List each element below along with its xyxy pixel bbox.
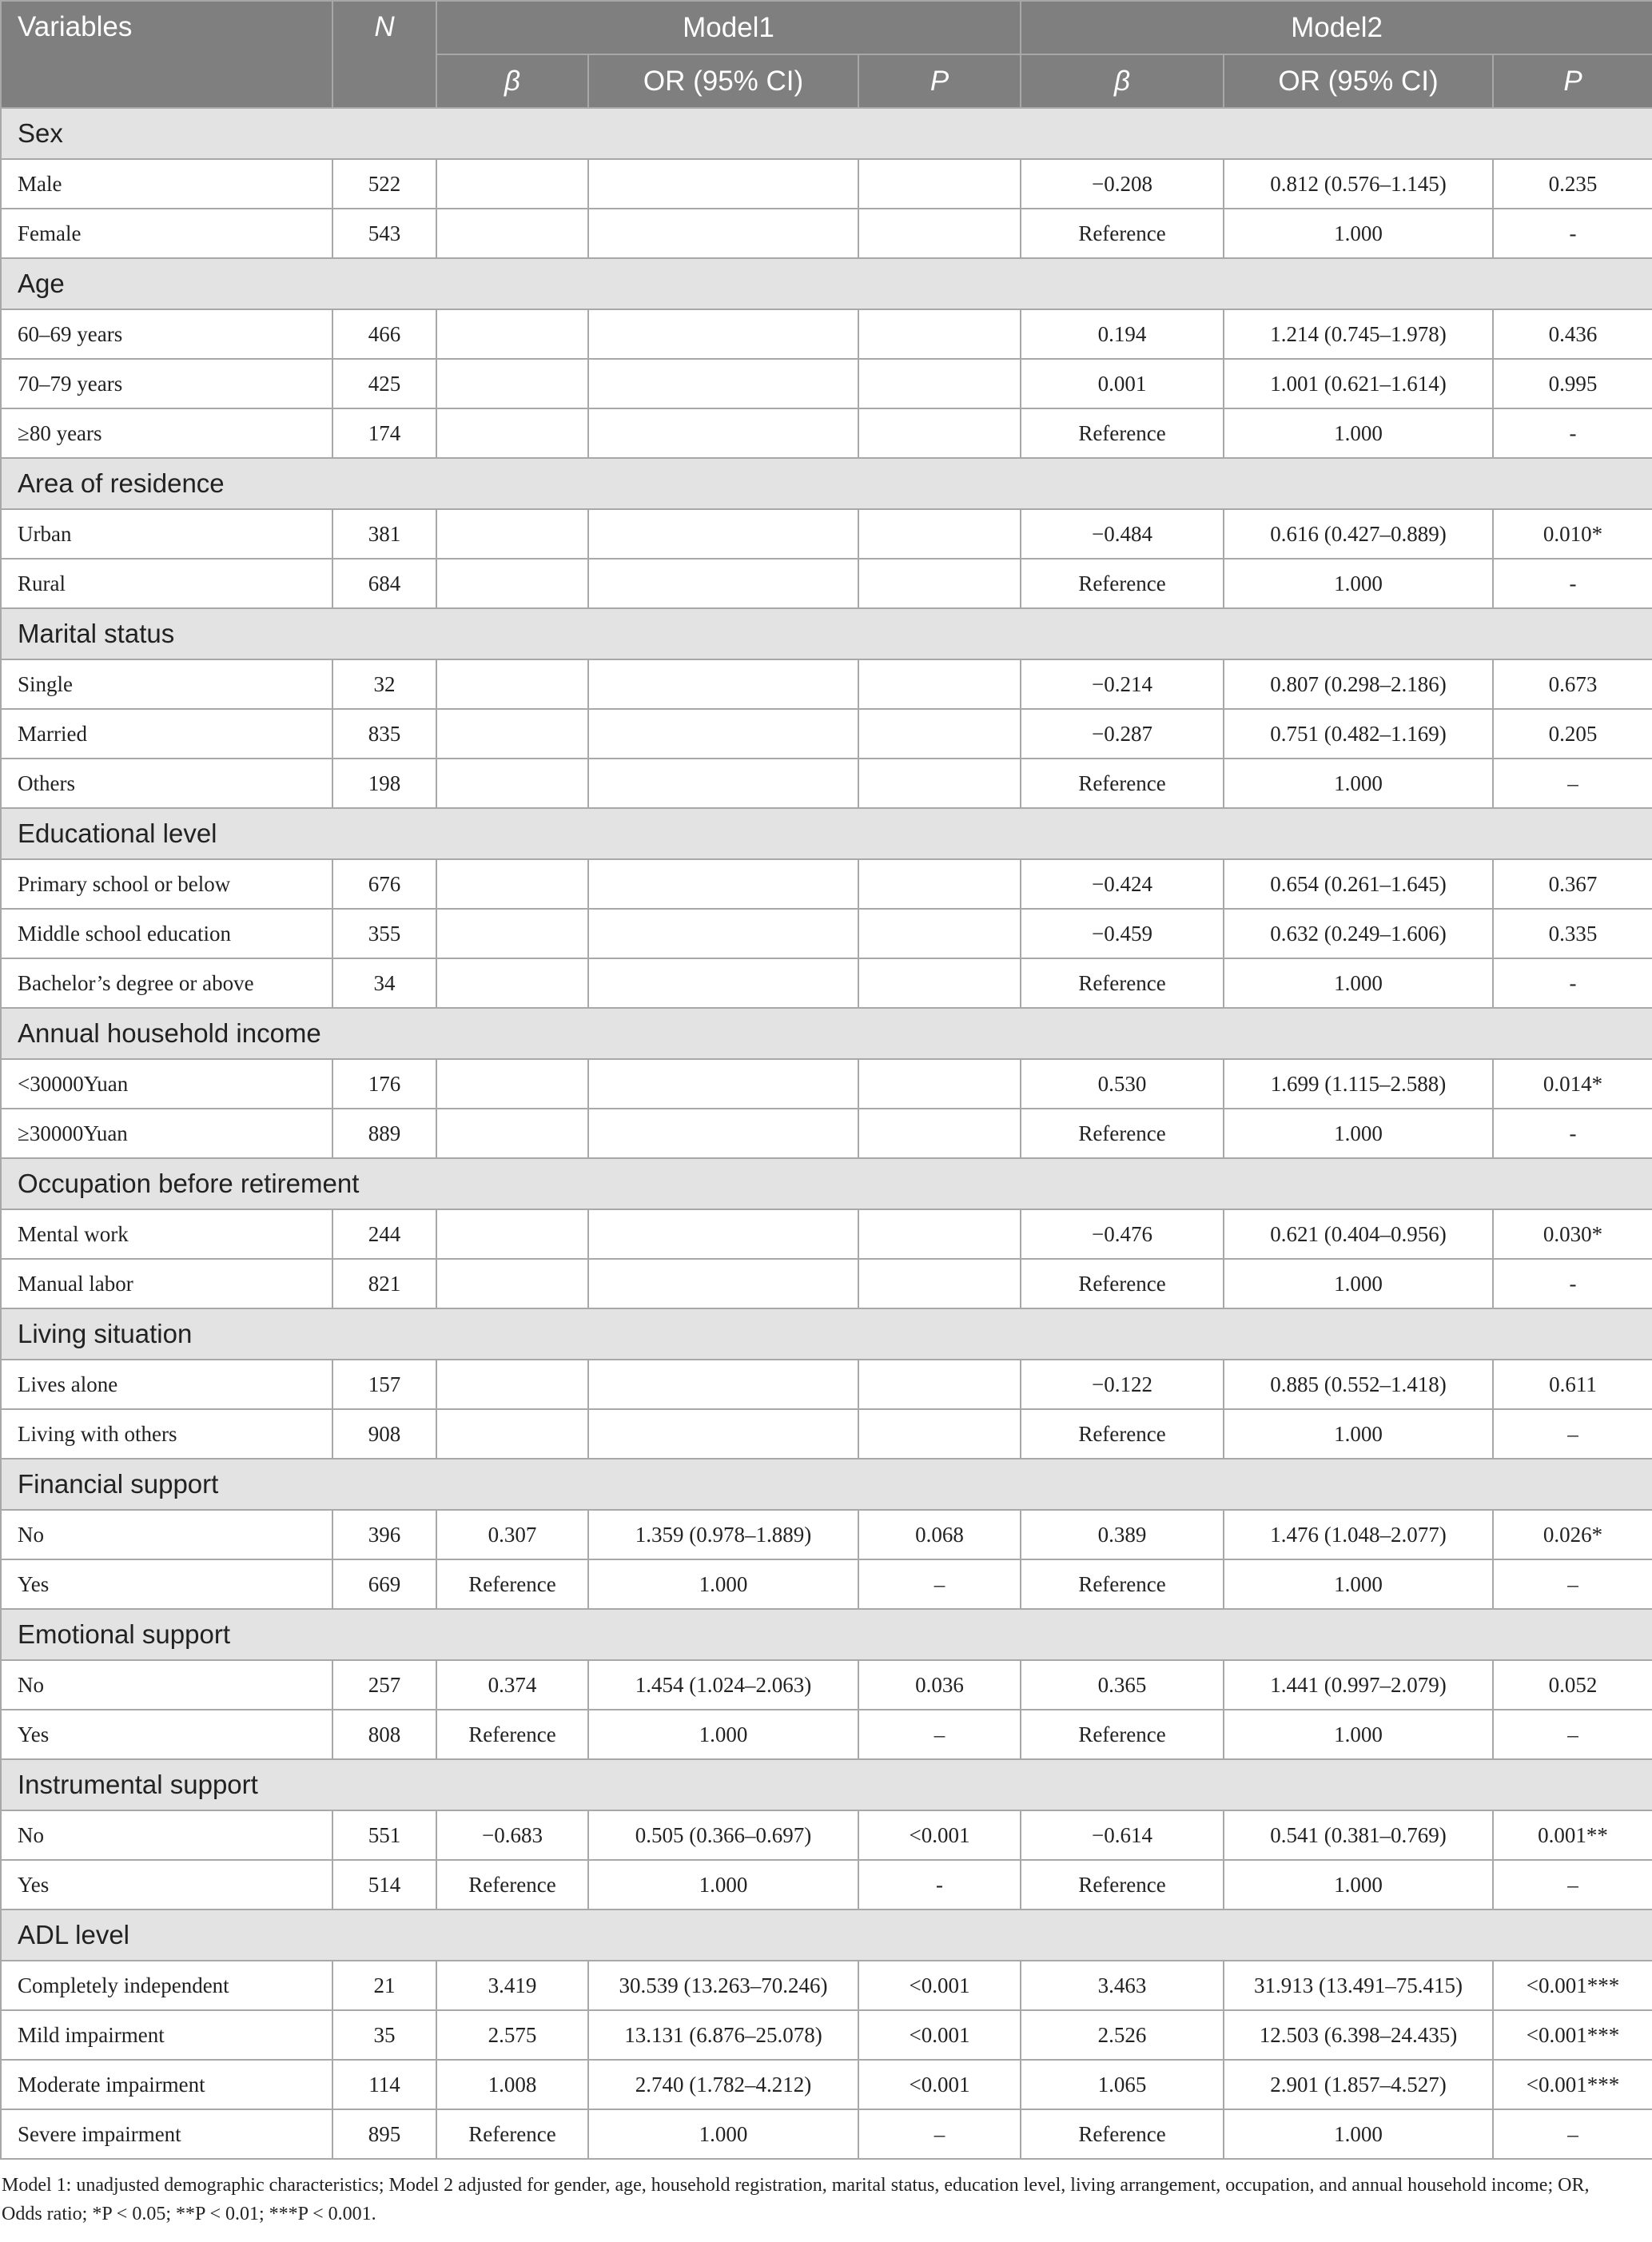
row-label: Single — [1, 659, 332, 709]
cell-m1-or — [588, 1209, 858, 1259]
table-row — [1, 1710, 1652, 1759]
section-header-row — [1, 458, 1652, 509]
header-n: N — [332, 1, 436, 108]
cell-n: 808 — [332, 1710, 436, 1759]
cell-m1-p — [858, 408, 1021, 458]
table-row — [1, 709, 1652, 759]
cell-m1-beta: 0.374 — [436, 1660, 588, 1710]
cell-m1-or — [588, 909, 858, 958]
cell-m1-beta: Reference — [436, 1710, 588, 1759]
cell-n: 895 — [332, 2109, 436, 2159]
row-label: 70–79 years — [1, 359, 332, 408]
cell-m2-beta: −0.208 — [1021, 159, 1224, 209]
cell-m2-or: 1.214 (0.745–1.978) — [1224, 309, 1493, 359]
cell-n: 176 — [332, 1059, 436, 1109]
cell-m1-or — [588, 509, 858, 559]
cell-m1-or — [588, 1259, 858, 1308]
table-row — [1, 1059, 1652, 1109]
table-row — [1, 958, 1652, 1008]
section-title: Living situation — [1, 1308, 1652, 1360]
cell-m2-or: 1.000 — [1224, 958, 1493, 1008]
cell-m1-beta — [436, 659, 588, 709]
cell-m1-beta — [436, 1259, 588, 1308]
section-header-row — [1, 1609, 1652, 1660]
row-label: Completely independent — [1, 1961, 332, 2010]
cell-m1-beta: 0.307 — [436, 1510, 588, 1559]
row-label: Others — [1, 759, 332, 808]
section-title: Marital status — [1, 608, 1652, 659]
cell-n: 114 — [332, 2060, 436, 2109]
table-row — [1, 2060, 1652, 2109]
table-row — [1, 359, 1652, 408]
row-label: ≥80 years — [1, 408, 332, 458]
row-label: Manual labor — [1, 1259, 332, 1308]
section-header-row — [1, 1459, 1652, 1510]
cell-m1-beta — [436, 309, 588, 359]
cell-m1-or: 1.359 (0.978–1.889) — [588, 1510, 858, 1559]
cell-m2-or: 0.632 (0.249–1.606) — [1224, 909, 1493, 958]
cell-n: 543 — [332, 209, 436, 258]
section-header-row — [1, 808, 1652, 859]
cell-m2-or: 2.901 (1.857–4.527) — [1224, 2060, 1493, 2109]
cell-m1-beta — [436, 359, 588, 408]
row-label: Bachelor’s degree or above — [1, 958, 332, 1008]
cell-m2-p: – — [1493, 759, 1652, 808]
cell-m1-beta — [436, 1059, 588, 1109]
table-row — [1, 1409, 1652, 1459]
cell-m2-or: 1.000 — [1224, 1109, 1493, 1158]
cell-m2-p: - — [1493, 559, 1652, 608]
cell-m1-p: – — [858, 2109, 1021, 2159]
cell-m1-or: 1.000 — [588, 1710, 858, 1759]
cell-m1-p — [858, 509, 1021, 559]
cell-m2-beta: Reference — [1021, 1259, 1224, 1308]
row-label: Rural — [1, 559, 332, 608]
section-header-row — [1, 258, 1652, 309]
cell-m1-beta: −0.683 — [436, 1810, 588, 1860]
cell-n: 889 — [332, 1109, 436, 1158]
section-title: Instrumental support — [1, 1759, 1652, 1810]
table-row — [1, 1360, 1652, 1409]
cell-m2-beta: Reference — [1021, 1860, 1224, 1909]
header-model1: Model1 — [436, 1, 1021, 54]
row-label: Primary school or below — [1, 859, 332, 909]
cell-m1-p: <0.001 — [858, 2010, 1021, 2060]
cell-m1-p: - — [858, 1860, 1021, 1909]
cell-m1-p — [858, 958, 1021, 1008]
cell-m2-or: 1.000 — [1224, 1259, 1493, 1308]
cell-m1-beta: 2.575 — [436, 2010, 588, 2060]
section-header-row — [1, 608, 1652, 659]
cell-m2-or: 1.000 — [1224, 759, 1493, 808]
cell-m2-beta: −0.476 — [1021, 1209, 1224, 1259]
cell-m1-p: 0.036 — [858, 1660, 1021, 1710]
cell-m2-p: 0.673 — [1493, 659, 1652, 709]
row-label: No — [1, 1810, 332, 1860]
table-row — [1, 1109, 1652, 1158]
cell-m1-p — [858, 1259, 1021, 1308]
cell-n: 551 — [332, 1810, 436, 1860]
cell-n: 174 — [332, 408, 436, 458]
cell-m2-p: 0.010* — [1493, 509, 1652, 559]
cell-n: 381 — [332, 509, 436, 559]
section-title: Financial support — [1, 1459, 1652, 1510]
cell-m2-or: 1.000 — [1224, 1559, 1493, 1609]
cell-m2-beta: 0.001 — [1021, 359, 1224, 408]
cell-n: 466 — [332, 309, 436, 359]
cell-m2-p: 0.335 — [1493, 909, 1652, 958]
cell-m2-beta: −0.214 — [1021, 659, 1224, 709]
cell-m2-beta: Reference — [1021, 2109, 1224, 2159]
section-title: Age — [1, 258, 1652, 309]
table-row — [1, 1259, 1652, 1308]
cell-m2-p: 0.995 — [1493, 359, 1652, 408]
row-label: ≥30000Yuan — [1, 1109, 332, 1158]
cell-m1-or: 0.505 (0.366–0.697) — [588, 1810, 858, 1860]
cell-m1-p: – — [858, 1710, 1021, 1759]
cell-m2-beta: Reference — [1021, 1109, 1224, 1158]
row-label: Middle school education — [1, 909, 332, 958]
cell-m2-or: 1.000 — [1224, 1710, 1493, 1759]
table-row — [1, 509, 1652, 559]
cell-m1-p: <0.001 — [858, 1961, 1021, 2010]
cell-m1-or — [588, 408, 858, 458]
cell-m2-or: 0.885 (0.552–1.418) — [1224, 1360, 1493, 1409]
cell-m1-p — [858, 1360, 1021, 1409]
header-model2: Model2 — [1021, 1, 1652, 54]
cell-m2-beta: Reference — [1021, 559, 1224, 608]
cell-m2-or: 0.616 (0.427–0.889) — [1224, 509, 1493, 559]
section-header-row — [1, 1308, 1652, 1360]
row-label: Severe impairment — [1, 2109, 332, 2159]
row-label: Living with others — [1, 1409, 332, 1459]
cell-m1-p — [858, 559, 1021, 608]
cell-m2-p: - — [1493, 958, 1652, 1008]
cell-n: 522 — [332, 159, 436, 209]
cell-m2-beta: 2.526 — [1021, 2010, 1224, 2060]
cell-m1-p — [858, 359, 1021, 408]
cell-m1-or — [588, 659, 858, 709]
cell-m1-beta: 1.008 — [436, 2060, 588, 2109]
cell-m2-p: 0.030* — [1493, 1209, 1652, 1259]
cell-m1-or — [588, 1360, 858, 1409]
row-label: Moderate impairment — [1, 2060, 332, 2109]
cell-m1-beta: Reference — [436, 1559, 588, 1609]
table-row — [1, 1810, 1652, 1860]
table-row — [1, 1660, 1652, 1710]
cell-m1-or: 1.000 — [588, 1559, 858, 1609]
cell-m1-or — [588, 1409, 858, 1459]
row-label: Yes — [1, 1559, 332, 1609]
cell-n: 669 — [332, 1559, 436, 1609]
row-label: 60–69 years — [1, 309, 332, 359]
cell-m1-p — [858, 1109, 1021, 1158]
cell-m1-p — [858, 309, 1021, 359]
row-label: <30000Yuan — [1, 1059, 332, 1109]
cell-m1-beta: 3.419 — [436, 1961, 588, 2010]
cell-n: 157 — [332, 1360, 436, 1409]
cell-m2-beta: −0.287 — [1021, 709, 1224, 759]
cell-m1-or — [588, 759, 858, 808]
cell-n: 21 — [332, 1961, 436, 2010]
cell-m1-beta — [436, 1360, 588, 1409]
cell-m1-or: 2.740 (1.782–4.212) — [588, 2060, 858, 2109]
cell-n: 835 — [332, 709, 436, 759]
cell-m2-or: 31.913 (13.491–75.415) — [1224, 1961, 1493, 2010]
cell-m1-p — [858, 1059, 1021, 1109]
cell-m2-p: <0.001*** — [1493, 1961, 1652, 2010]
cell-m2-beta: Reference — [1021, 1409, 1224, 1459]
cell-m1-beta — [436, 958, 588, 1008]
cell-m1-p: 0.068 — [858, 1510, 1021, 1559]
cell-m1-or — [588, 1109, 858, 1158]
cell-n: 514 — [332, 1860, 436, 1909]
cell-n: 32 — [332, 659, 436, 709]
cell-m1-beta — [436, 709, 588, 759]
row-label: Lives alone — [1, 1360, 332, 1409]
cell-m2-or: 0.751 (0.482–1.169) — [1224, 709, 1493, 759]
cell-m2-beta: Reference — [1021, 759, 1224, 808]
cell-m1-beta — [436, 1209, 588, 1259]
cell-n: 257 — [332, 1660, 436, 1710]
cell-n: 34 — [332, 958, 436, 1008]
section-title: Area of residence — [1, 458, 1652, 509]
cell-m1-or — [588, 859, 858, 909]
cell-m1-p — [858, 759, 1021, 808]
cell-m2-or: 1.000 — [1224, 1409, 1493, 1459]
row-label: No — [1, 1510, 332, 1559]
table-row — [1, 909, 1652, 958]
cell-m1-beta — [436, 408, 588, 458]
cell-m2-or: 0.541 (0.381–0.769) — [1224, 1810, 1493, 1860]
table-row — [1, 2109, 1652, 2159]
cell-n: 908 — [332, 1409, 436, 1459]
table-row — [1, 2010, 1652, 2060]
cell-n: 396 — [332, 1510, 436, 1559]
section-header-row — [1, 1008, 1652, 1059]
cell-m2-beta: 0.365 — [1021, 1660, 1224, 1710]
cell-m2-p: 0.367 — [1493, 859, 1652, 909]
cell-m2-beta: 0.530 — [1021, 1059, 1224, 1109]
cell-m1-or — [588, 1059, 858, 1109]
cell-m2-or: 1.476 (1.048–2.077) — [1224, 1510, 1493, 1559]
cell-m1-or — [588, 309, 858, 359]
cell-m1-beta — [436, 1409, 588, 1459]
table-row — [1, 1510, 1652, 1559]
table-row — [1, 859, 1652, 909]
cell-n: 676 — [332, 859, 436, 909]
header-m2-beta: β — [1021, 54, 1224, 108]
cell-m2-p: 0.611 — [1493, 1360, 1652, 1409]
table-header — [1, 1, 1652, 108]
cell-m1-p — [858, 1409, 1021, 1459]
cell-m2-p: 0.436 — [1493, 309, 1652, 359]
cell-n: 355 — [332, 909, 436, 958]
cell-m1-p: – — [858, 1559, 1021, 1609]
cell-m2-p: <0.001*** — [1493, 2060, 1652, 2109]
row-label: Yes — [1, 1860, 332, 1909]
cell-m2-p: - — [1493, 1109, 1652, 1158]
cell-m2-p: 0.014* — [1493, 1059, 1652, 1109]
cell-m2-p: - — [1493, 209, 1652, 258]
cell-m1-beta — [436, 509, 588, 559]
cell-n: 198 — [332, 759, 436, 808]
cell-m1-p: <0.001 — [858, 2060, 1021, 2109]
cell-m2-or: 1.699 (1.115–2.588) — [1224, 1059, 1493, 1109]
cell-m2-p: 0.001** — [1493, 1810, 1652, 1860]
cell-m1-or: 30.539 (13.263–70.246) — [588, 1961, 858, 2010]
cell-m2-beta: Reference — [1021, 958, 1224, 1008]
row-label: Mild impairment — [1, 2010, 332, 2060]
cell-m1-p: <0.001 — [858, 1810, 1021, 1860]
cell-m2-or: 12.503 (6.398–24.435) — [1224, 2010, 1493, 2060]
cell-m2-p: – — [1493, 2109, 1652, 2159]
cell-n: 684 — [332, 559, 436, 608]
cell-m2-beta: Reference — [1021, 1710, 1224, 1759]
table-row — [1, 209, 1652, 258]
cell-n: 35 — [332, 2010, 436, 2060]
row-label: No — [1, 1660, 332, 1710]
table-row — [1, 1559, 1652, 1609]
cell-m1-p — [858, 859, 1021, 909]
table-footnote: Model 1: unadjusted demographic characteristics; Model 2 adjusted for gender, age, household registration, marital status, education level, living arrangement, occupation, and annual household income; OR, Odds ratio; *P < 0.05; **P < 0.01; ***P < 0.001. — [2, 2175, 1590, 2224]
cell-m2-beta: −0.122 — [1021, 1360, 1224, 1409]
row-label: Urban — [1, 509, 332, 559]
section-title: Occupation before retirement — [1, 1158, 1652, 1209]
table-row — [1, 659, 1652, 709]
table-row — [1, 309, 1652, 359]
section-title: Sex — [1, 108, 1652, 159]
row-label: Married — [1, 709, 332, 759]
table-row — [1, 1961, 1652, 2010]
section-title: Emotional support — [1, 1609, 1652, 1660]
row-label: Female — [1, 209, 332, 258]
table-row — [1, 159, 1652, 209]
cell-m1-or — [588, 559, 858, 608]
cell-m1-beta — [436, 559, 588, 608]
cell-m1-beta: Reference — [436, 2109, 588, 2159]
cell-m1-or — [588, 159, 858, 209]
cell-m2-p: - — [1493, 408, 1652, 458]
cell-m2-p: 0.205 — [1493, 709, 1652, 759]
section-header-row — [1, 108, 1652, 159]
cell-m1-or: 1.454 (1.024–2.063) — [588, 1660, 858, 1710]
cell-m1-or: 13.131 (6.876–25.078) — [588, 2010, 858, 2060]
cell-m2-or: 1.000 — [1224, 559, 1493, 608]
cell-m1-beta — [436, 859, 588, 909]
cell-m1-or — [588, 709, 858, 759]
cell-m1-or — [588, 359, 858, 408]
cell-m1-or: 1.000 — [588, 1860, 858, 1909]
cell-m1-beta: Reference — [436, 1860, 588, 1909]
row-label: Mental work — [1, 1209, 332, 1259]
section-title: Educational level — [1, 808, 1652, 859]
header-variables: Variables — [1, 1, 332, 108]
cell-m1-beta — [436, 159, 588, 209]
cell-m1-p — [858, 659, 1021, 709]
cell-m2-p: – — [1493, 1710, 1652, 1759]
section-header-row — [1, 1909, 1652, 1961]
cell-m2-or: 1.000 — [1224, 1860, 1493, 1909]
cell-m2-or: 1.000 — [1224, 408, 1493, 458]
cell-m2-beta: −0.459 — [1021, 909, 1224, 958]
header-m1-beta: β — [436, 54, 588, 108]
header-m1-p: P — [858, 54, 1021, 108]
cell-m2-p: - — [1493, 1259, 1652, 1308]
cell-m1-or — [588, 958, 858, 1008]
cell-m1-p — [858, 209, 1021, 258]
cell-m2-beta: 3.463 — [1021, 1961, 1224, 2010]
table-row — [1, 759, 1652, 808]
cell-m1-p — [858, 1209, 1021, 1259]
cell-m1-or: 1.000 — [588, 2109, 858, 2159]
row-label: Male — [1, 159, 332, 209]
cell-m2-or: 0.807 (0.298–2.186) — [1224, 659, 1493, 709]
cell-m2-or: 0.812 (0.576–1.145) — [1224, 159, 1493, 209]
cell-m2-or: 0.654 (0.261–1.645) — [1224, 859, 1493, 909]
table-body — [1, 108, 1652, 2159]
cell-m2-beta: Reference — [1021, 209, 1224, 258]
cell-m2-p: 0.026* — [1493, 1510, 1652, 1559]
cell-m1-p — [858, 909, 1021, 958]
table-row — [1, 1209, 1652, 1259]
cell-m2-p: – — [1493, 1559, 1652, 1609]
cell-m2-beta: −0.424 — [1021, 859, 1224, 909]
cell-m1-beta — [436, 759, 588, 808]
cell-m2-p: 0.052 — [1493, 1660, 1652, 1710]
header-m1-or: OR (95% CI) — [588, 54, 858, 108]
cell-m1-beta — [436, 1109, 588, 1158]
cell-m2-or: 1.441 (0.997–2.079) — [1224, 1660, 1493, 1710]
section-header-row — [1, 1158, 1652, 1209]
cell-m2-beta: 0.194 — [1021, 309, 1224, 359]
header-m2-p: P — [1493, 54, 1652, 108]
cell-m2-p: – — [1493, 1860, 1652, 1909]
section-title: Annual household income — [1, 1008, 1652, 1059]
cell-m2-or: 0.621 (0.404–0.956) — [1224, 1209, 1493, 1259]
header-m2-or: OR (95% CI) — [1224, 54, 1493, 108]
cell-m1-beta — [436, 909, 588, 958]
cell-m2-beta: Reference — [1021, 1559, 1224, 1609]
cell-m2-beta: −0.614 — [1021, 1810, 1224, 1860]
cell-m2-p: <0.001*** — [1493, 2010, 1652, 2060]
table-row — [1, 559, 1652, 608]
table-row — [1, 1860, 1652, 1909]
cell-m2-beta: 0.389 — [1021, 1510, 1224, 1559]
cell-m1-p — [858, 159, 1021, 209]
cell-m2-or: 1.000 — [1224, 2109, 1493, 2159]
cell-n: 425 — [332, 359, 436, 408]
cell-m2-beta: −0.484 — [1021, 509, 1224, 559]
cell-m1-p — [858, 709, 1021, 759]
cell-m2-p: – — [1493, 1409, 1652, 1459]
section-header-row — [1, 1759, 1652, 1810]
section-title: ADL level — [1, 1909, 1652, 1961]
row-label: Yes — [1, 1710, 332, 1759]
cell-m1-or — [588, 209, 858, 258]
cell-m2-beta: 1.065 — [1021, 2060, 1224, 2109]
cell-m1-beta — [436, 209, 588, 258]
cell-m2-p: 0.235 — [1493, 159, 1652, 209]
cell-n: 821 — [332, 1259, 436, 1308]
cell-m2-or: 1.001 (0.621–1.614) — [1224, 359, 1493, 408]
table-row — [1, 408, 1652, 458]
cell-m2-beta: Reference — [1021, 408, 1224, 458]
cell-n: 244 — [332, 1209, 436, 1259]
cell-m2-or: 1.000 — [1224, 209, 1493, 258]
